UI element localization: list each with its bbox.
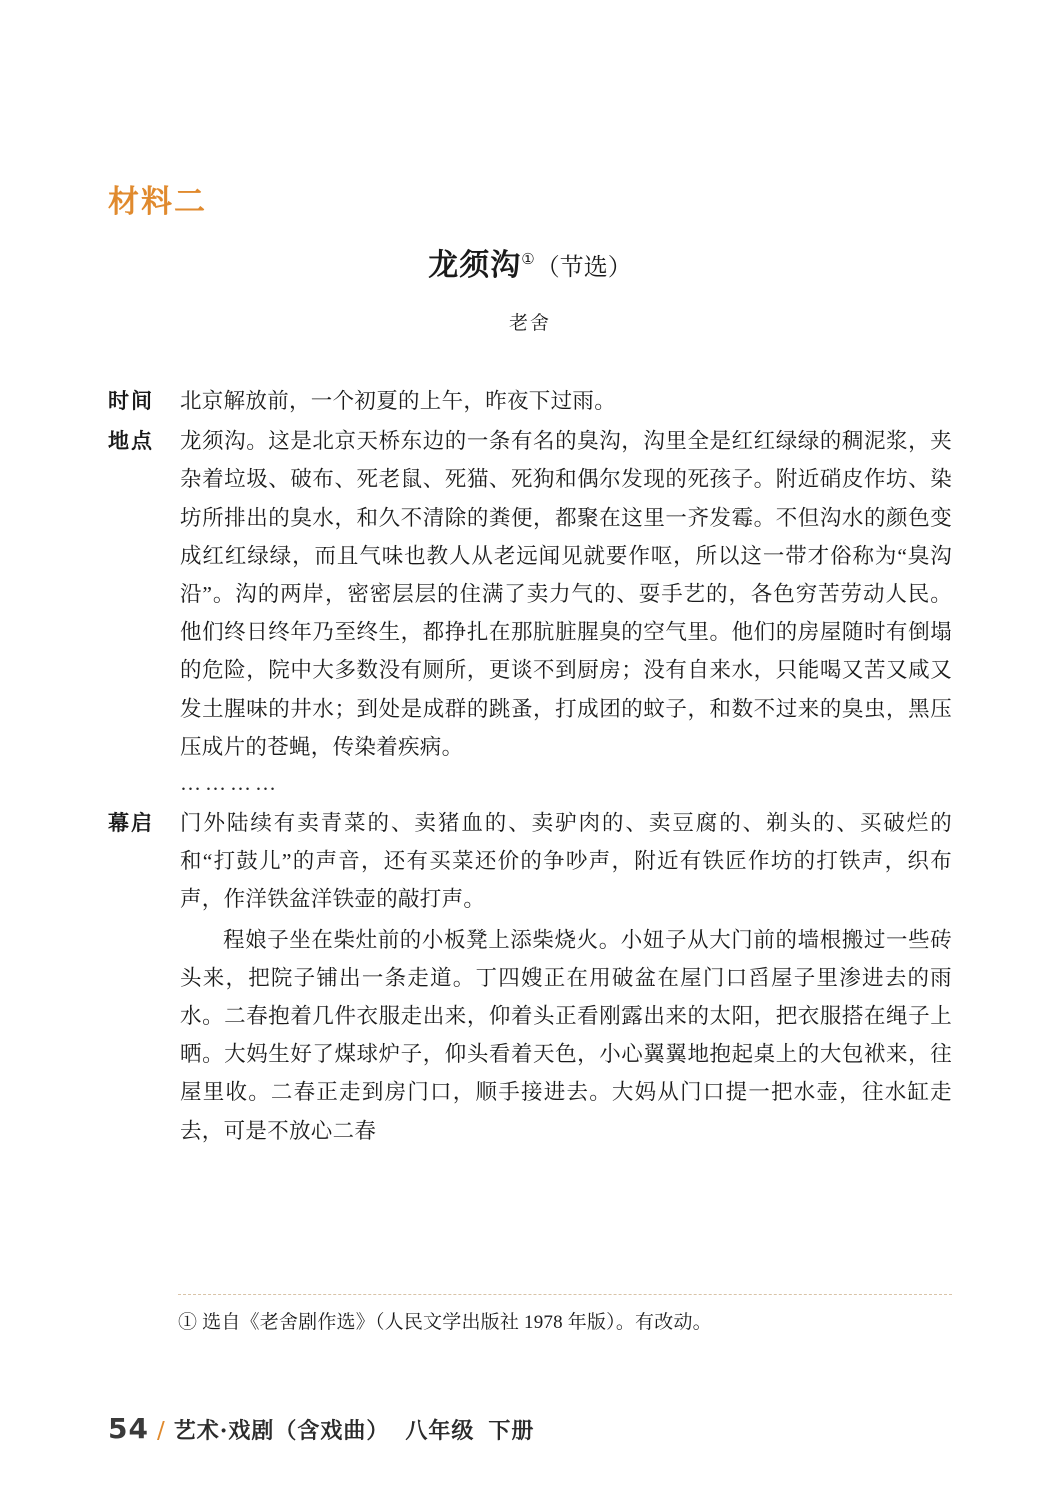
body-content [108,382,952,1150]
title-main: 龙须沟 [428,249,522,282]
entry-time [108,382,952,420]
footer-subject: 艺术·戏剧（含戏曲） [173,1418,390,1444]
entry-label-curtain: 幕启 [108,811,154,836]
footer-grade: 八年级 [405,1418,475,1444]
footer-volume: 下册 [488,1418,535,1444]
section-title: 材料二 [108,184,207,220]
page-footer [108,1412,534,1445]
entry-curtain [108,804,952,919]
ellipsis-line: ………… [180,771,280,796]
title-subtitle: （节选） [535,255,632,281]
entry-label-time: 时间 [108,389,154,413]
stage-direction-paragraph: 程娘子坐在柴灶前的小板凳上添柴烧火。小妞子从大门前的墙根搬过一些砖头来，把院子铺出一条走道。丁四嫂正在用破盆在屋门口舀屋子里渗进去的雨水。二春抱着几件衣服走出来，仰着头正看刚露出来的太阳，把衣服搭在绳子上晒。大妈生好了煤球炉子，仰头看着天色，小心翼翼地抱起桌上的大包袱来，往屋里收。二春正走到房门口，顺手接进去。大妈从门口提一把水壶，往水缸走去，可是不放心二春 [180,927,952,1143]
footnote-text: ① 选自《老舍剧作选》（人民文学出版社 1978 年版）。有改动。 [178,1312,712,1333]
page-title [108,240,952,284]
footnote-divider [178,1294,952,1295]
entry-text-time: 北京解放前，一个初夏的上午，昨夜下过雨。 [180,389,617,413]
footer-separator: / [156,1418,166,1444]
entry-label-place: 地点 [108,429,154,454]
page-number: 54 [108,1412,149,1445]
entry-place [108,422,952,766]
title-footnote-marker: ① [521,252,536,268]
entry-text-curtain: 门外陆续有卖青菜的、卖猪血的、卖驴肉的、卖豆腐的、剃头的、买破烂的和“打鼓儿”的声音，还有买菜还价的争吵声，附近有铁匠作坊的打铁声，织布声，作洋铁盆洋铁壶的敲打声。 [180,811,952,912]
entry-text-place: 龙须沟。这是北京天桥东边的一条有名的臭沟，沟里全是红红绿绿的稠泥浆，夹杂着垃圾、破布、死老鼠、死猫、死狗和偶尔发现的死孩子。附近硝皮作坊、染坊所排出的臭水，和久不清除的粪便，都聚在这里一齐发霉。不但沟水的颜色变成红红绿绿，而且气味也教人从老远闻见就要作呕，所以这一带才俗称为“臭沟沿”。沟的两岸，密密层层的住满了卖力气的、耍手艺的，各色穷苦劳动人民。他们终日终年乃至终生，都挣扎在那肮脏腥臭的空气里。他们的房屋随时有倒塌的危险，院中大多数没有厕所，更谈不到厨房；没有自来水，只能喝又苦又咸又发土腥味的井水；到处是成群的跳蚤，打成团的蚊子，和数不过来的臭虫，黑压压成片的苍蝇，传染着疾病。 [180,429,952,759]
author-name: 老舍 [508,313,551,334]
